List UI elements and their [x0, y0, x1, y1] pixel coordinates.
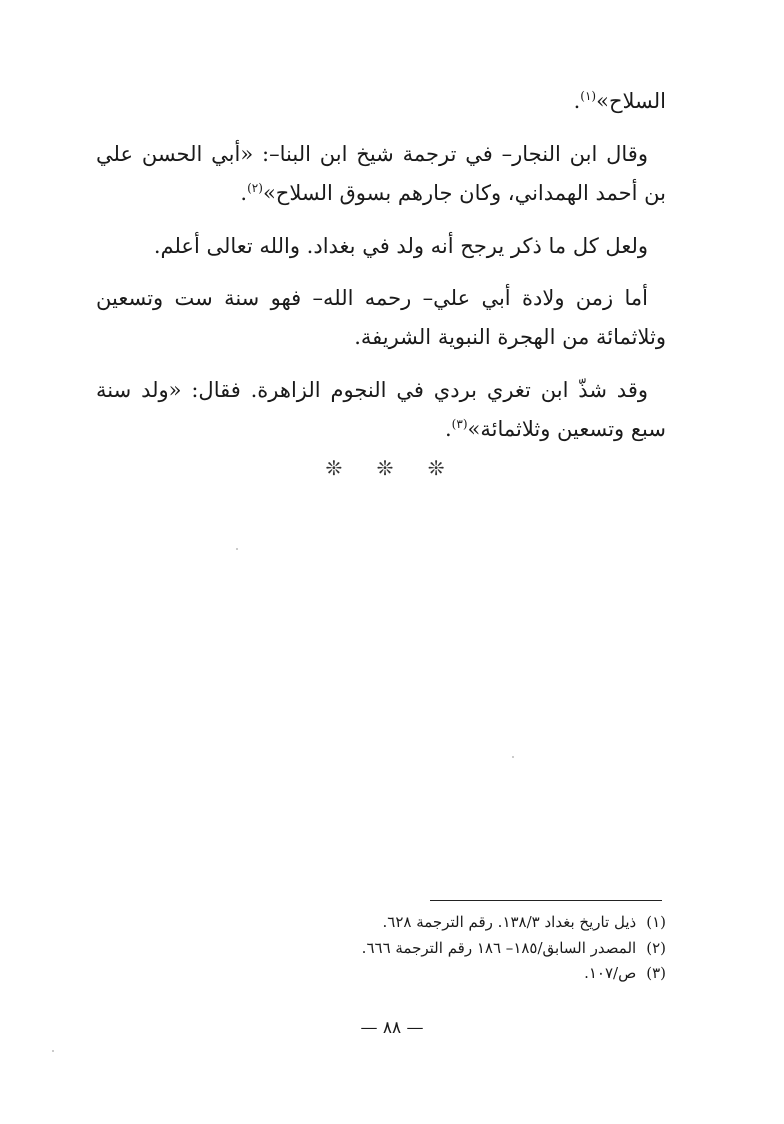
paragraph-2-end: .	[240, 180, 248, 205]
paragraph-1-text: السلاح»	[596, 89, 666, 113]
footnote-2	[300, 936, 666, 962]
paragraph-4-text: أما زمن ولادة أبي علي– رحمه الله– فهو سنة ست وتسعين وثلاثمائة من الهجرة النبوية الشريفة.	[96, 286, 666, 350]
footnote-3	[300, 961, 666, 987]
footnote-1-number: (١)	[646, 913, 666, 931]
footnote-ref-2: (٢)	[247, 180, 263, 195]
footnote-3-number: (٣)	[646, 964, 666, 982]
paragraph-3-text: ولعل كل ما ذكر يرجح أنه ولد في بغداد. والله تعالى أعلم.	[153, 233, 648, 258]
paragraph-2	[96, 135, 666, 213]
scan-speck	[236, 548, 238, 550]
paragraph-5-end: .	[444, 416, 452, 441]
paragraph-4	[96, 279, 666, 357]
paragraph-5-text: وقد شذّ ابن تغري بردي في النجوم الزاهرة. فقال: «ولد سنة سبع وتسعين وثلاثمائة»	[96, 378, 666, 441]
footnote-separator-line	[430, 900, 662, 901]
footnote-1	[300, 910, 666, 936]
footnote-2-number: (٢)	[646, 938, 666, 957]
scan-speck	[52, 1050, 54, 1052]
scan-speck	[512, 756, 514, 758]
paragraph-1	[96, 82, 666, 121]
page-number: — ٨٨ —	[360, 1018, 424, 1038]
footnote-ref-3: (٣)	[451, 416, 468, 431]
main-text	[96, 82, 666, 463]
paragraph-1-end: .	[573, 89, 581, 113]
paragraph-3	[96, 227, 666, 266]
footnote-ref-1: (١)	[580, 89, 597, 103]
paragraph-5	[96, 371, 666, 449]
section-divider-ornament: ❊ ❊ ❊	[325, 456, 459, 480]
paragraph-2-text: وقال ابن النجار– في ترجمة شيخ ابن البنا–: «أبي الحسن علي بن أحمد الهمداني، وكان جارهم بسوق السلاح»	[96, 141, 666, 205]
footnote-2-text: المصدر السابق/١٨٥– ١٨٦ رقم الترجمة ٦٦٦.	[361, 938, 637, 957]
footnote-3-text: ص/١٠٧.	[584, 964, 637, 982]
footnotes	[300, 910, 666, 987]
footnote-1-text: ذيل تاريخ بغداد ١٣٨/٣. رقم الترجمة ٦٢٨.	[382, 913, 637, 931]
